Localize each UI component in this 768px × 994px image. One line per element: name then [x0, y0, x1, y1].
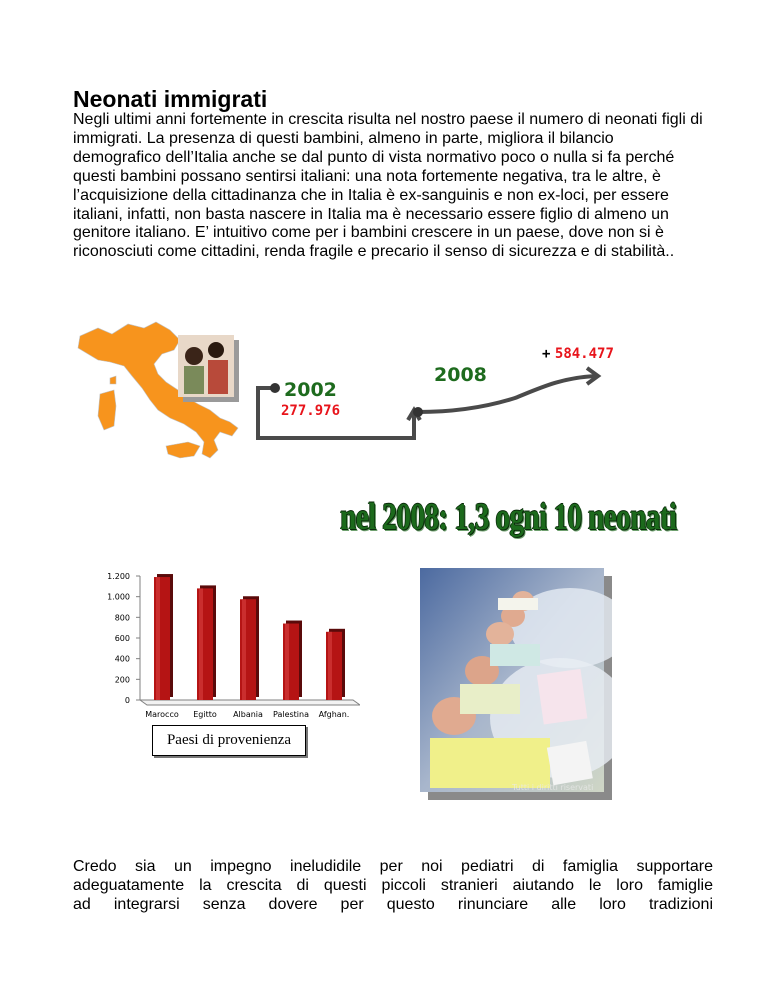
y-tick-label: 400 — [114, 654, 130, 664]
y-tick-label: 200 — [114, 675, 130, 685]
y-tick-label: 800 — [114, 613, 130, 623]
photo-watermark: Tutti i diritti riservati — [512, 783, 594, 792]
year-start-label: 2002 — [284, 379, 337, 401]
italy-map-illustration — [70, 318, 250, 468]
bar-chart — [90, 565, 360, 725]
bar-highlight — [156, 577, 160, 700]
y-tick-label: 600 — [114, 634, 130, 643]
outro-paragraph — [73, 857, 713, 914]
marker-2002 — [270, 383, 280, 393]
chart-x-label: Paesi di provenienza — [152, 725, 306, 756]
x-tick-label: Afghan. — [318, 710, 350, 719]
outro-line: Credo sia un impegno ineludidile per noi pediatri di famiglia supportare — [73, 858, 713, 875]
x-tick-label: Palestina — [272, 710, 310, 719]
y-tick-label: 1.200 — [107, 572, 130, 581]
outro-line: ad integrarsi senza dovere per questo rinunciare alle loro tradizioni — [73, 896, 713, 913]
marker-2008 — [413, 407, 423, 417]
x-tick-label: Egitto — [193, 710, 217, 719]
bar-highlight — [328, 632, 332, 700]
x-tick-label: Marocco — [145, 710, 179, 719]
newborns-photo — [420, 568, 612, 800]
headline-wordart: nel 2008: 1,3 ogni 10 neonati — [340, 496, 677, 538]
value-end-label: 584.477 — [554, 346, 614, 362]
page-title: Neonati immigrati — [73, 86, 268, 112]
y-tick-label: 0 — [124, 696, 130, 705]
bar-highlight — [199, 588, 203, 700]
intro-paragraph: Negli ultimi anni fortemente in crescita risulta nel nostro paese il numero di neonati figli di immigrati. La presenza di questi bambini, almeno in parte, migliora il bilancio demografico dell’Italia anche se dal punto di vista normativo poco o nulla si fa perché questi bambini possano sentirsi italiani: una nota fortemente negativa, tra le altre, è l’acquisizione della cittadinanza che in Italia è ex-sanguinis e non ex-loci, per essere italiani, infatti, non basta nascere in Italia ma è necessario essere figlio di almeno un genitore italiano. E’ intuitivo come per i bambini crescere in un paese, dove non si è riconosciuti come cittadini, renda fragile e precario il senso di sicurezza e di stabilità.. — [73, 111, 703, 261]
year-end-label: 2008 — [434, 364, 487, 386]
bar-highlight — [242, 599, 246, 700]
y-tick-label: 1.000 — [107, 592, 130, 602]
x-tick-label: Albania — [233, 710, 263, 719]
value-start-label: 277.976 — [281, 403, 341, 419]
bar-highlight — [285, 624, 289, 700]
value-end-sign: + — [542, 346, 551, 362]
chart-floor — [140, 700, 360, 705]
value-end-group — [542, 345, 614, 363]
outro-line: adeguatamente la crescita di questi piccoli stranieri aiutando le loro famiglie — [73, 877, 713, 894]
